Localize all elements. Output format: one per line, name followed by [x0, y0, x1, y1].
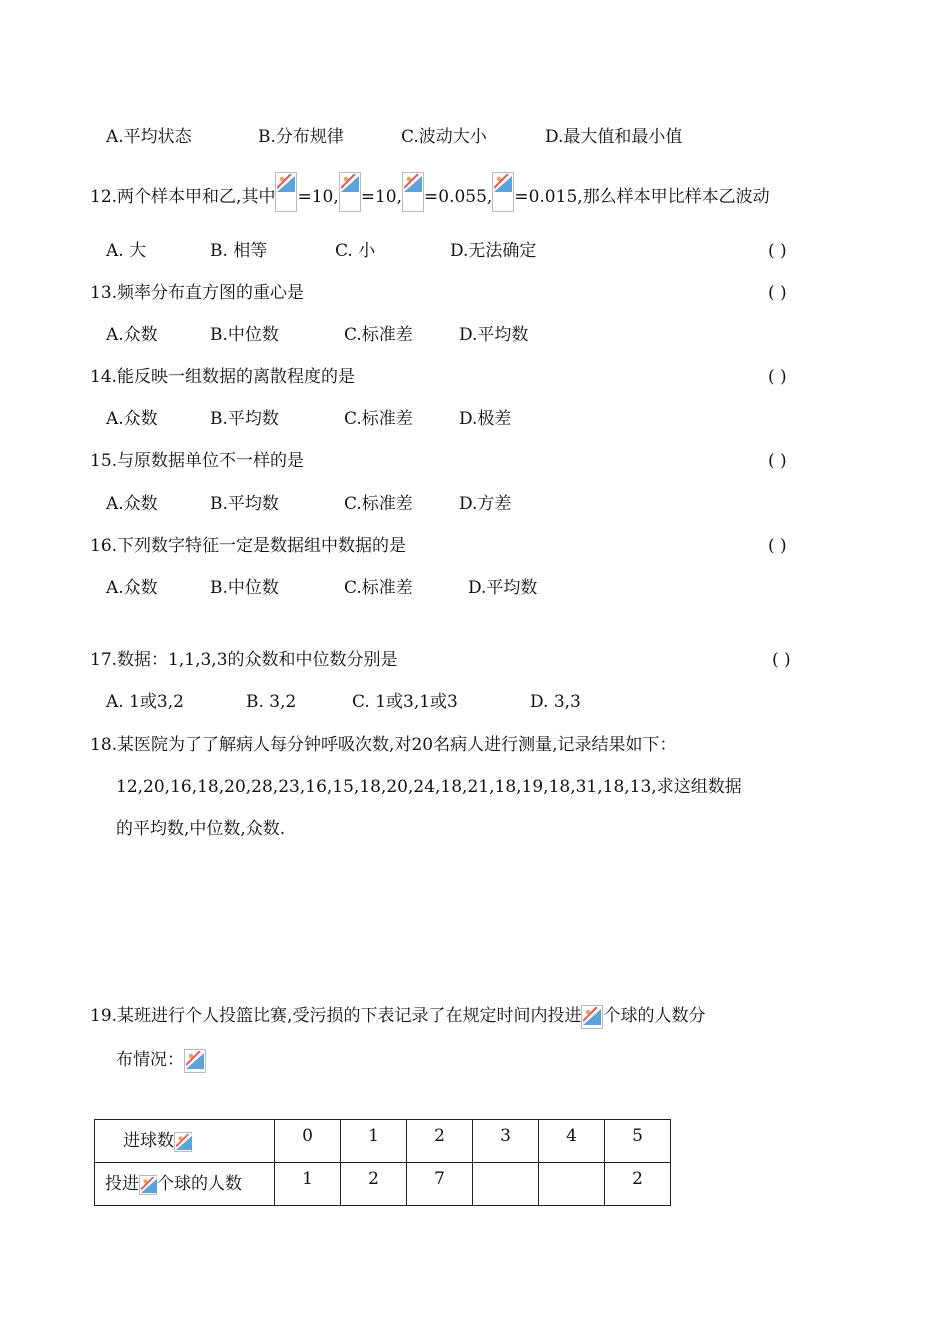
broken-image-icon — [184, 1049, 206, 1073]
q17-stem: 17.数据：1,1,3,3的众数和中位数分别是 — [90, 650, 398, 670]
table-cell: 4 — [539, 1120, 605, 1163]
q16-option-d: D.平均数 — [468, 578, 538, 598]
q12-answer-paren: ( ) — [768, 241, 787, 261]
q14-option-d: D.极差 — [459, 409, 512, 429]
q13-option-d: D.平均数 — [459, 325, 529, 345]
table-cell: 2 — [341, 1163, 407, 1206]
table-cell: 2 — [407, 1120, 473, 1163]
broken-image-icon — [275, 172, 297, 212]
q12-option-d: D.无法确定 — [450, 241, 537, 261]
broken-image-icon — [402, 172, 424, 212]
q17-option-b: B. 3,2 — [246, 692, 297, 712]
table-cell: 1 — [275, 1163, 341, 1206]
q19-stem-c: 布情况： — [116, 1050, 184, 1070]
table-cell — [539, 1163, 605, 1206]
table-cell: 1 — [341, 1120, 407, 1163]
q14-option-b: B.平均数 — [210, 409, 279, 429]
table-row — [95, 1163, 671, 1206]
q15-answer-paren: ( ) — [768, 451, 787, 471]
table-cell: 3 — [473, 1120, 539, 1163]
q13-answer-paren: ( ) — [768, 283, 787, 303]
q15-option-b: B.平均数 — [210, 494, 279, 514]
q19-stem-a: 19.某班进行个人投篮比赛,受污损的下表记录了在规定时间内投进 — [90, 1006, 582, 1026]
goals-table — [94, 1119, 671, 1206]
q12-option-a: A. 大 — [106, 241, 147, 261]
q18-data: 12,20,16,18,20,28,23,16,15,18,20,24,18,21,18,19,18,31,18,13,求这组数据 — [116, 777, 742, 797]
q19-stem-line2 — [116, 1048, 206, 1073]
q16-option-c: C.标准差 — [344, 578, 413, 598]
q15-option-c: C.标准差 — [344, 494, 413, 514]
q17-option-d: D. 3,3 — [530, 692, 581, 712]
q18-stem: 18.某医院为了了解病人每分钟呼吸次数,对20名病人进行测量,记录结果如下： — [90, 735, 677, 755]
q12-eq4: =0.015,那么样本甲比样本乙波动 — [514, 187, 770, 207]
q15-option-a: A.众数 — [106, 494, 158, 514]
q12-eq1: =10, — [297, 187, 339, 207]
q14-option-a: A.众数 — [106, 409, 158, 429]
q12-stem — [90, 172, 770, 212]
row-header-counts: 投进 个球的人数 — [95, 1163, 275, 1206]
q12-option-b: B. 相等 — [210, 241, 268, 261]
q11-option-b: B.分布规律 — [258, 127, 344, 147]
q17-option-a: A. 1或3,2 — [106, 692, 184, 712]
broken-image-icon — [339, 172, 361, 212]
q13-stem: 13.频率分布直方图的重心是 — [90, 283, 305, 303]
q12-eq3: =0.055, — [424, 187, 493, 207]
q15-option-d: D.方差 — [459, 494, 512, 514]
row-header-goals: 进球数 — [95, 1120, 275, 1163]
q19-stem-b: 个球的人数分 — [603, 1006, 706, 1026]
q19-stem — [90, 1004, 705, 1029]
table-cell: 7 — [407, 1163, 473, 1206]
table-cell — [473, 1163, 539, 1206]
q16-answer-paren: ( ) — [768, 536, 787, 556]
q11-option-a: A.平均状态 — [106, 127, 192, 147]
q12-prefix: 12.两个样本甲和乙,其中 — [90, 187, 276, 207]
table-row — [95, 1120, 671, 1163]
q17-answer-paren: ( ) — [772, 650, 791, 670]
q13-option-b: B.中位数 — [210, 325, 279, 345]
q13-option-c: C.标准差 — [344, 325, 413, 345]
broken-image-icon — [581, 1005, 603, 1029]
table-cell: 5 — [605, 1120, 671, 1163]
q14-option-c: C.标准差 — [344, 409, 413, 429]
table-cell: 0 — [275, 1120, 341, 1163]
table-cell: 2 — [605, 1163, 671, 1206]
q13-option-a: A.众数 — [106, 325, 158, 345]
q12-eq2: =10, — [360, 187, 403, 207]
q16-stem: 16.下列数字特征一定是数据组中数据的是 — [90, 536, 407, 556]
q18-tail: 的平均数,中位数,众数. — [116, 819, 286, 839]
broken-image-icon — [492, 172, 514, 212]
q14-answer-paren: ( ) — [768, 367, 787, 387]
broken-image-icon — [139, 1175, 157, 1195]
q14-stem: 14.能反映一组数据的离散程度的是 — [90, 367, 356, 387]
q11-option-d: D.最大值和最小值 — [545, 127, 683, 147]
q16-option-b: B.中位数 — [210, 578, 279, 598]
q12-option-c: C. 小 — [335, 241, 376, 261]
q15-stem: 15.与原数据单位不一样的是 — [90, 451, 305, 471]
q16-option-a: A.众数 — [106, 578, 158, 598]
q11-option-c: C.波动大小 — [401, 127, 487, 147]
q17-option-c: C. 1或3,1或3 — [352, 692, 458, 712]
broken-image-icon — [174, 1132, 192, 1152]
